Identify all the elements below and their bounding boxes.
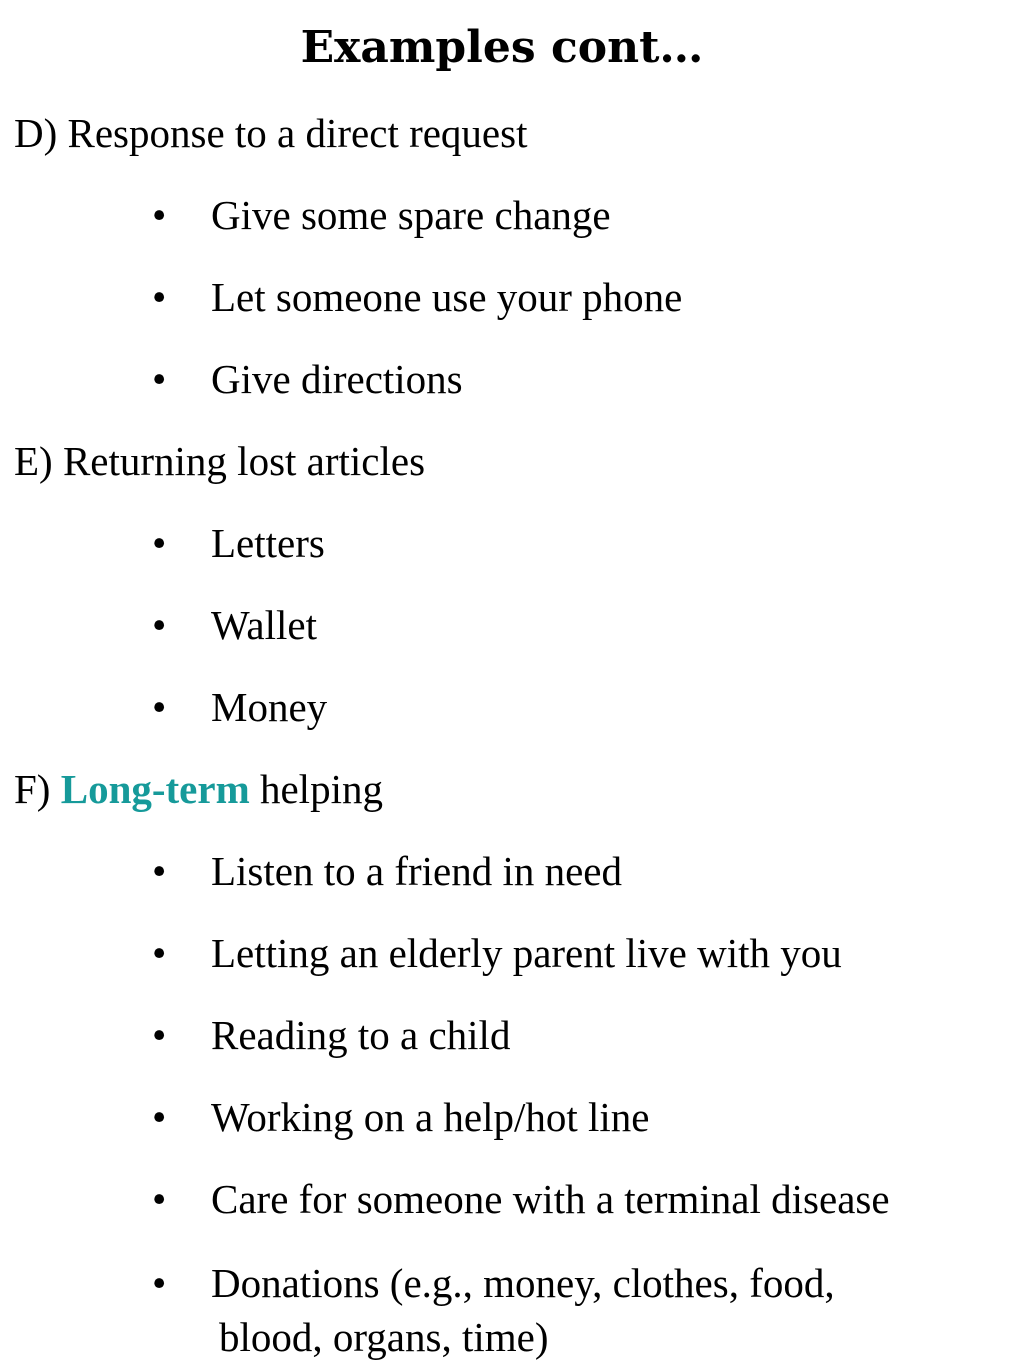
bullet-icon: •	[152, 1260, 167, 1306]
list-item	[152, 928, 842, 978]
list-item	[152, 190, 611, 240]
bullet-icon: •	[152, 192, 167, 238]
section-e-heading: E) Returning lost articles	[14, 438, 426, 484]
list-item-text: Listen to a friend in need	[211, 848, 623, 894]
list-item-donations	[152, 1256, 835, 1364]
list-item-text: Letters	[211, 520, 325, 566]
list-item-text: Give some spare change	[211, 192, 611, 238]
list-item	[152, 354, 463, 404]
bullet-icon: •	[152, 1012, 167, 1058]
list-item-text: Wallet	[211, 602, 317, 648]
list-item-text: Working on a help/hot line	[211, 1094, 650, 1140]
list-item-text: Money	[211, 684, 328, 730]
list-item	[152, 518, 325, 568]
list-item-text: Letting an elderly parent live with you	[211, 930, 842, 976]
donations-line-2: blood, organs, time)	[219, 1314, 549, 1360]
section-d-heading: D) Response to a direct request	[14, 110, 528, 156]
list-item	[152, 846, 622, 896]
bullet-icon: •	[152, 930, 167, 976]
list-item	[152, 1010, 510, 1060]
bullet-icon: •	[152, 602, 167, 648]
bullet-icon: •	[152, 356, 167, 402]
list-item	[152, 600, 317, 650]
bullet-icon: •	[152, 520, 167, 566]
section-f-suffix: helping	[249, 766, 383, 812]
bullet-icon: •	[152, 1094, 167, 1140]
bullet-icon: •	[152, 274, 167, 320]
list-item-text	[211, 1256, 835, 1364]
list-item-text: Let someone use your phone	[211, 274, 683, 320]
section-f-highlight: Long-term	[60, 766, 250, 812]
donations-line-1: Donations (e.g., money, clothes, food,	[211, 1260, 835, 1306]
list-item	[152, 1174, 890, 1224]
bullet-icon: •	[152, 848, 167, 894]
slide-title: Examples cont…	[300, 22, 704, 73]
bullet-icon: •	[152, 684, 167, 730]
list-item	[152, 1092, 650, 1142]
list-item	[152, 272, 682, 322]
list-item-text: Care for someone with a terminal disease	[211, 1176, 890, 1222]
list-item	[152, 682, 327, 732]
section-f-heading	[14, 764, 383, 814]
list-item-text: Reading to a child	[211, 1012, 511, 1058]
bullet-icon: •	[152, 1176, 167, 1222]
list-item-text: Give directions	[211, 356, 463, 402]
section-f-prefix: F)	[14, 766, 61, 812]
